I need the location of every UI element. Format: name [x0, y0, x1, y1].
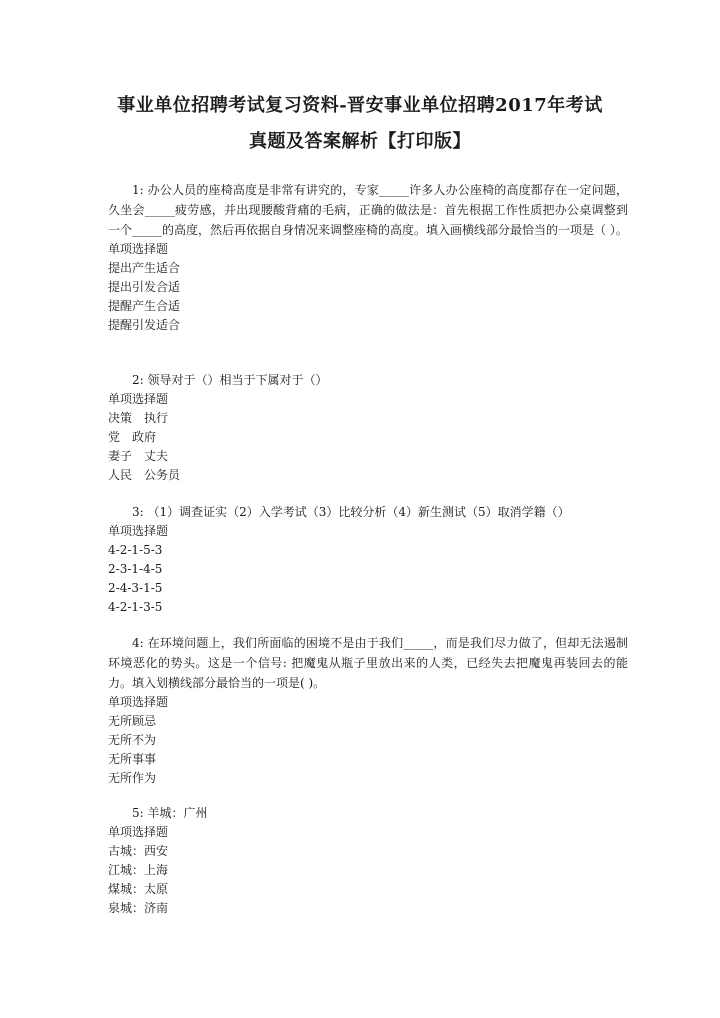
question-stem: 4: 在环境问题上，我们所面临的困境不是由于我们_____，而是我们尽力做了，但却无法遏制环境恶化的势头。这是一个信号: 把魔鬼从瓶子里放出来的人类，已经失去把魔鬼再装回去的能力。填入划横线部分最恰当的一项是( )。 [108, 636, 628, 690]
option-b: 江城：上海 [108, 863, 169, 877]
option-c: 提醒产生合适 [108, 299, 181, 313]
question-type: 单项选择题 [108, 695, 169, 709]
option-b: 党 政府 [108, 430, 157, 444]
question-stem: 3: （1）调查证实（2）入学考试（3）比较分析（4）新生测试（5）取消学籍（） [132, 505, 570, 519]
option-a: 决策 执行 [108, 411, 169, 425]
option-d: 4-2-1-3-5 [108, 600, 163, 614]
option-d: 提醒引发适合 [108, 318, 181, 332]
question-stem: 1: 办公人员的座椅高度是非常有讲究的，专家_____许多人办公座椅的高度都存在一定问题，久坐会_____疲劳感，并出现腰酸背痛的毛病，正确的做法是：首先根据工作性质把办公桌调整到一个_____的高度，然后再依据自身情况来调整座椅的高度。填入画横线部分最恰当的一项是（ ）。 [108, 183, 628, 237]
question-stem: 5: 羊城：广州 [132, 806, 208, 820]
question-2 [108, 370, 628, 485]
question-3 [108, 502, 628, 617]
option-a: 4-2-1-5-3 [108, 543, 163, 557]
question-5 [108, 803, 628, 918]
option-a: 无所顾忌 [108, 714, 157, 728]
option-b: 无所不为 [108, 733, 157, 747]
option-a: 提出产生适合 [108, 261, 181, 275]
question-type: 单项选择题 [108, 242, 169, 256]
option-d: 人民 公务员 [108, 468, 181, 482]
option-d: 泉城：济南 [108, 901, 169, 915]
question-type: 单项选择题 [108, 825, 169, 839]
title-line-1: 事业单位招聘考试复习资料-晋安事业单位招聘2017年考试 [117, 95, 603, 116]
option-d: 无所作为 [108, 771, 157, 785]
document-title [60, 88, 660, 160]
question-stem: 2: 领导对于（）相当于下属对于（） [132, 373, 328, 387]
question-type: 单项选择题 [108, 392, 169, 406]
question-4 [108, 633, 628, 788]
option-b: 2-3-1-4-5 [108, 562, 163, 576]
option-c: 2-4-3-1-5 [108, 581, 163, 595]
question-type: 单项选择题 [108, 524, 169, 538]
option-c: 无所事事 [108, 752, 157, 766]
question-1 [108, 180, 628, 335]
option-a: 古城：西安 [108, 844, 169, 858]
title-line-2: 真题及答案解析【打印版】 [249, 131, 471, 152]
option-c: 妻子 丈夫 [108, 449, 169, 463]
option-b: 提出引发合适 [108, 280, 181, 294]
option-c: 煤城：太原 [108, 882, 169, 896]
